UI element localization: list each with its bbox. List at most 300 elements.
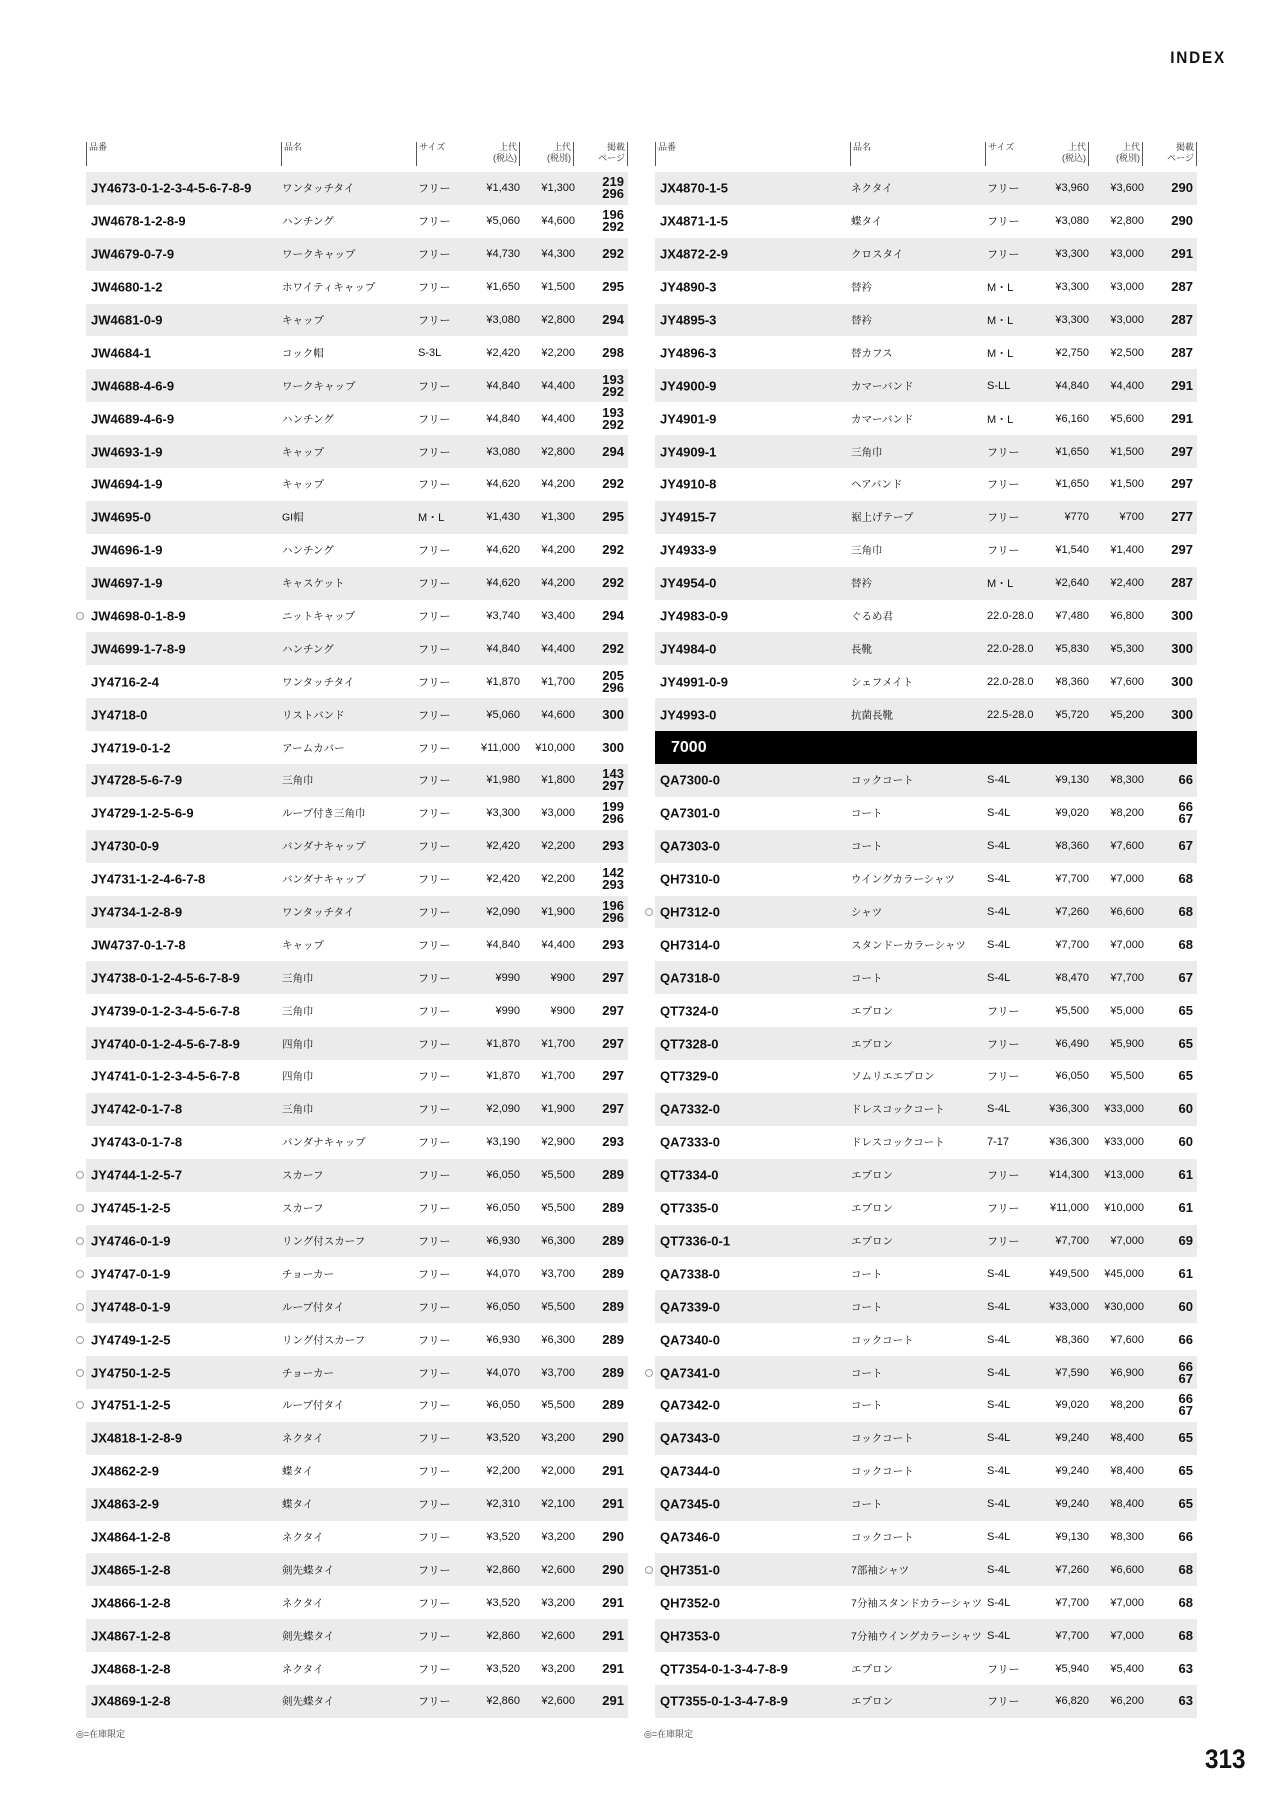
table-row: [86, 501, 628, 534]
price-excl-tax: ¥6,300: [541, 1333, 575, 1346]
price-incl-tax: ¥11,000: [481, 741, 520, 754]
price-excl-tax: ¥1,500: [541, 281, 575, 294]
product-name: 蝶タイ: [282, 1465, 314, 1478]
price-incl-tax: ¥3,960: [1055, 182, 1089, 195]
table-row: [655, 797, 1197, 830]
product-size: S-4L: [987, 873, 1011, 886]
product-size: フリー: [418, 183, 451, 196]
catalog-page: 68: [1178, 1594, 1193, 1610]
table-row: [655, 1619, 1197, 1652]
catalog-page: 289: [602, 1200, 624, 1216]
product-size: S-4L: [987, 971, 1011, 984]
catalog-page: 291: [602, 1693, 624, 1709]
product-code: JY4910-8: [660, 476, 717, 492]
product-name: チョーカー: [282, 1268, 334, 1281]
index-table-right: [655, 142, 1197, 1718]
price-excl-tax: ¥700: [1119, 511, 1144, 524]
product-size: フリー: [418, 1038, 451, 1051]
price-incl-tax: ¥6,050: [486, 1399, 520, 1412]
header-page: 掲載 ページ: [1167, 142, 1197, 166]
product-size: フリー: [418, 808, 451, 821]
table-row: [655, 402, 1197, 435]
catalog-page: 65: [1178, 1430, 1193, 1446]
product-code: QA7332-0: [660, 1101, 720, 1117]
product-code: JY4890-3: [660, 279, 717, 295]
product-name: ドレスコックコート: [851, 1103, 945, 1116]
price-excl-tax: ¥3,000: [1110, 314, 1144, 326]
product-size: フリー: [418, 939, 451, 952]
price-incl-tax: ¥1,870: [486, 1070, 520, 1083]
catalog-page: 297: [1171, 443, 1193, 459]
price-excl-tax: ¥2,000: [541, 1465, 575, 1478]
price-incl-tax: ¥7,260: [1055, 906, 1089, 919]
price-incl-tax: ¥6,930: [486, 1234, 520, 1247]
product-code: JY4748-0-1-9: [91, 1299, 171, 1315]
product-code: JW4696-1-9: [91, 542, 163, 558]
catalog-page: 67: [1178, 838, 1193, 854]
table-row: [655, 1389, 1197, 1422]
product-size: フリー: [418, 380, 451, 393]
product-size: S-4L: [987, 1399, 1011, 1412]
product-code: JX4863-2-9: [91, 1496, 159, 1512]
product-name: 蝶タイ: [851, 215, 883, 228]
product-name: 替衿: [851, 281, 872, 294]
price-excl-tax: ¥7,700: [1110, 971, 1144, 984]
price-excl-tax: ¥5,000: [1110, 1004, 1144, 1017]
product-size: フリー: [418, 249, 451, 262]
price-incl-tax: ¥2,420: [486, 840, 520, 853]
price-incl-tax: ¥4,730: [486, 248, 520, 261]
catalog-page: 291: [602, 1660, 624, 1676]
product-size: S-4L: [987, 774, 1011, 787]
product-code: QA7344-0: [660, 1463, 720, 1479]
catalog-page: 289: [602, 1364, 624, 1380]
product-size: フリー: [418, 841, 451, 854]
product-code: JX4862-2-9: [91, 1463, 159, 1479]
price-excl-tax: ¥4,300: [541, 248, 575, 261]
table-row: [655, 205, 1197, 238]
price-incl-tax: ¥2,860: [486, 1629, 520, 1642]
catalog-page: 69: [1178, 1232, 1193, 1248]
product-code: QT7328-0: [660, 1036, 719, 1052]
product-size: フリー: [987, 446, 1020, 459]
price-excl-tax: ¥7,000: [1110, 1629, 1144, 1642]
product-code: QH7312-0: [660, 904, 720, 920]
product-code: JX4872-2-9: [660, 246, 728, 262]
table-row: [86, 994, 628, 1027]
product-size: S-4L: [987, 807, 1011, 820]
price-incl-tax: ¥4,840: [486, 412, 520, 425]
catalog-page: 291: [1171, 410, 1193, 426]
catalog-page: 297: [602, 1068, 624, 1084]
index-title: INDEX: [1170, 48, 1226, 67]
product-size: フリー: [418, 413, 451, 426]
price-excl-tax: ¥30,000: [1104, 1300, 1144, 1313]
catalog-page: 66 67: [1178, 1391, 1193, 1419]
price-excl-tax: ¥1,300: [541, 182, 575, 195]
header-name: 品名: [281, 142, 302, 166]
limited-stock-icon: [76, 1171, 84, 1179]
table-row: [655, 172, 1197, 205]
catalog-page: 287: [1171, 312, 1193, 327]
product-size: フリー: [987, 1170, 1020, 1183]
catalog-page: 290: [602, 1430, 624, 1446]
product-code: QA7346-0: [660, 1529, 720, 1545]
catalog-page: 287: [1171, 344, 1193, 360]
table-row: [86, 1652, 628, 1685]
table-row: [655, 698, 1197, 731]
table-row: [655, 336, 1197, 369]
product-name: 替カフス: [851, 347, 893, 360]
limited-stock-icon: [76, 1204, 84, 1212]
price-excl-tax: ¥1,500: [1110, 445, 1144, 458]
section-header: [655, 731, 1197, 764]
price-incl-tax: ¥3,300: [486, 807, 520, 820]
catalog-page: 300: [1171, 608, 1193, 624]
price-incl-tax: ¥4,840: [1055, 379, 1089, 392]
table-row: [655, 1257, 1197, 1290]
product-name: クロスタイ: [851, 248, 904, 261]
product-code: QA7300-0: [660, 772, 720, 788]
product-size: フリー: [418, 1170, 451, 1183]
product-size: フリー: [418, 1400, 451, 1413]
table-row: [655, 1455, 1197, 1488]
product-code: QH7351-0: [660, 1562, 720, 1578]
catalog-page: 297: [1171, 476, 1193, 492]
price-excl-tax: ¥2,100: [541, 1498, 575, 1511]
product-code: QA7318-0: [660, 970, 720, 986]
product-name: 剣先蝶タイ: [282, 1564, 335, 1577]
price-incl-tax: ¥3,300: [1055, 281, 1089, 294]
table-row: [86, 1586, 628, 1619]
product-code: JX4867-1-2-8: [91, 1628, 171, 1644]
product-name: コート: [851, 840, 883, 853]
product-name: ネクタイ: [282, 1663, 324, 1676]
table-row: [655, 1422, 1197, 1455]
product-name: ウイングカラーシャツ: [851, 873, 956, 886]
product-size: フリー: [418, 1104, 451, 1117]
product-size: S-4L: [987, 1596, 1011, 1609]
product-size: フリー: [987, 1235, 1020, 1248]
price-excl-tax: ¥4,400: [541, 379, 575, 392]
catalog-page: 66: [1178, 1528, 1193, 1544]
price-incl-tax: ¥9,020: [1055, 807, 1089, 820]
header-page: 掲載 ページ: [598, 142, 628, 166]
product-name: エプロン: [851, 1235, 893, 1248]
price-incl-tax: ¥4,620: [486, 544, 520, 557]
product-code: JW4737-0-1-7-8: [91, 937, 186, 953]
product-size: フリー: [987, 249, 1020, 262]
catalog-page: 287: [1171, 575, 1193, 591]
product-name: ネクタイ: [282, 1531, 324, 1544]
catalog-page: 68: [1178, 936, 1193, 952]
price-incl-tax: ¥14,300: [1049, 1169, 1089, 1182]
product-code: QT7355-0-1-3-4-7-8-9: [660, 1693, 788, 1709]
price-incl-tax: ¥4,840: [486, 379, 520, 392]
table-row: [655, 1652, 1197, 1685]
product-name: コックコート: [851, 1465, 914, 1478]
product-name: ぐるめ君: [851, 610, 893, 623]
product-size: フリー: [418, 1301, 451, 1314]
price-incl-tax: ¥4,840: [486, 642, 520, 655]
limited-stock-icon: [76, 1303, 84, 1311]
price-incl-tax: ¥3,080: [486, 445, 520, 458]
product-name: バンダナキャップ: [282, 1136, 366, 1149]
price-excl-tax: ¥7,600: [1110, 840, 1144, 853]
product-name: コート: [851, 1268, 883, 1281]
catalog-page: 193 292: [602, 404, 624, 432]
price-incl-tax: ¥3,740: [486, 610, 520, 623]
catalog-page: 61: [1178, 1265, 1193, 1281]
price-incl-tax: ¥3,300: [1055, 314, 1089, 326]
product-name: ニットキャップ: [282, 610, 356, 623]
price-excl-tax: ¥7,000: [1110, 1596, 1144, 1609]
price-excl-tax: ¥7,600: [1110, 675, 1144, 688]
catalog-page: 142 293: [602, 865, 624, 893]
price-excl-tax: ¥2,800: [1110, 215, 1144, 228]
price-incl-tax: ¥6,160: [1055, 412, 1089, 425]
catalog-page: 291: [602, 1627, 624, 1643]
price-excl-tax: ¥1,900: [541, 906, 575, 919]
catalog-page: 66 67: [1178, 799, 1193, 827]
product-code: QT7334-0: [660, 1167, 719, 1183]
product-size: フリー: [418, 1663, 451, 1676]
price-incl-tax: ¥6,820: [1055, 1695, 1089, 1708]
product-name: コックコート: [851, 1334, 914, 1347]
catalog-page: 289: [602, 1265, 624, 1281]
product-name: リング付スカーフ: [282, 1235, 366, 1248]
product-size: S-4L: [987, 1530, 1011, 1543]
price-excl-tax: ¥6,600: [1110, 906, 1144, 919]
product-size: S-LL: [987, 379, 1011, 392]
price-incl-tax: ¥5,720: [1055, 708, 1089, 721]
product-size: フリー: [418, 578, 451, 591]
product-code: JW4693-1-9: [91, 444, 163, 460]
product-size: フリー: [418, 1531, 451, 1544]
catalog-page: 290: [602, 1561, 624, 1577]
product-name: 替衿: [851, 577, 872, 590]
product-code: JY4730-0-9: [91, 838, 159, 854]
price-excl-tax: ¥3,400: [541, 610, 575, 623]
product-size: S-4L: [987, 1300, 1011, 1313]
product-code: QA7340-0: [660, 1332, 720, 1348]
catalog-page: 67: [1178, 969, 1193, 985]
product-code: JY4896-3: [660, 345, 717, 361]
table-row: [655, 1553, 1197, 1586]
table-row: [86, 1257, 628, 1290]
limited-stock-icon: [76, 612, 84, 620]
price-incl-tax: ¥7,700: [1055, 1596, 1089, 1609]
table-row: [86, 1619, 628, 1652]
product-size: フリー: [418, 611, 451, 624]
catalog-page: 292: [602, 640, 624, 656]
catalog-page: 61: [1178, 1200, 1193, 1216]
price-excl-tax: ¥45,000: [1104, 1267, 1144, 1280]
table-row: [86, 1060, 628, 1093]
price-excl-tax: ¥2,500: [1110, 346, 1144, 359]
product-size: フリー: [418, 972, 451, 985]
catalog-page: 293: [602, 838, 624, 854]
product-size: フリー: [418, 907, 451, 920]
product-code: QT7324-0: [660, 1003, 719, 1019]
product-size: M・L: [987, 413, 1014, 426]
product-name: キャップ: [282, 478, 324, 491]
catalog-page: 297: [602, 1002, 624, 1018]
price-incl-tax: ¥7,260: [1055, 1563, 1089, 1576]
table-row: [655, 238, 1197, 271]
price-excl-tax: ¥7,600: [1110, 1333, 1144, 1346]
table-row: [86, 1159, 628, 1192]
price-excl-tax: ¥8,400: [1110, 1498, 1144, 1511]
table-row: [86, 830, 628, 863]
price-incl-tax: ¥8,360: [1055, 675, 1089, 688]
catalog-page: 290: [1171, 180, 1193, 196]
table-row: [86, 665, 628, 698]
price-excl-tax: ¥2,400: [1110, 577, 1144, 590]
price-incl-tax: ¥2,640: [1055, 577, 1089, 590]
table-row: [86, 1356, 628, 1389]
price-incl-tax: ¥7,590: [1055, 1366, 1089, 1379]
product-name: 三角巾: [851, 544, 883, 557]
price-incl-tax: ¥5,830: [1055, 642, 1089, 655]
table-row: [86, 600, 628, 633]
limited-stock-icon: [645, 1566, 653, 1574]
catalog-page: 289: [602, 1298, 624, 1314]
price-incl-tax: ¥6,050: [486, 1300, 520, 1313]
price-incl-tax: ¥3,520: [486, 1530, 520, 1543]
product-name: 7分袖スタンドカラーシャツ: [851, 1597, 983, 1610]
header-price-excl: 上代 (税別): [547, 142, 574, 166]
catalog-page: 290: [602, 1528, 624, 1544]
table-row: [86, 369, 628, 402]
product-code: JY4729-1-2-5-6-9: [91, 805, 194, 821]
catalog-page: 297: [602, 1101, 624, 1117]
price-excl-tax: ¥1,800: [541, 774, 575, 787]
product-name: コート: [851, 1367, 883, 1379]
table-row: [86, 1553, 628, 1586]
product-code: QA7345-0: [660, 1496, 720, 1512]
table-row: [86, 698, 628, 731]
product-size: フリー: [987, 1038, 1020, 1051]
limited-stock-icon: [76, 1401, 84, 1409]
table-row: [655, 1225, 1197, 1258]
product-code: JY4915-7: [660, 509, 717, 525]
price-excl-tax: ¥4,600: [541, 708, 575, 721]
catalog-page: 291: [602, 1463, 624, 1479]
price-excl-tax: ¥3,000: [1110, 248, 1144, 261]
catalog-page: 193 292: [602, 371, 624, 399]
price-incl-tax: ¥8,470: [1055, 971, 1089, 984]
price-excl-tax: ¥1,700: [541, 1070, 575, 1083]
product-name: 裾上げテープ: [851, 511, 914, 524]
price-excl-tax: ¥3,600: [1110, 182, 1144, 195]
price-excl-tax: ¥3,000: [541, 807, 575, 820]
price-incl-tax: ¥3,080: [1055, 215, 1089, 228]
product-name: 四角巾: [282, 1070, 314, 1083]
product-name: ドレスコックコート: [851, 1136, 945, 1149]
table-row: [86, 336, 628, 369]
product-name: ヘアバンド: [851, 478, 903, 491]
table-row: [655, 961, 1197, 994]
product-name: スカーフ: [282, 1202, 324, 1215]
product-name: 三角巾: [282, 1005, 314, 1018]
table-row: [655, 632, 1197, 665]
product-code: JW4695-0: [91, 509, 151, 525]
catalog-page: 63: [1178, 1693, 1193, 1709]
table-row: [655, 304, 1197, 337]
price-excl-tax: ¥900: [550, 1004, 575, 1017]
catalog-page: 205 296: [602, 667, 624, 695]
table-row: [655, 271, 1197, 304]
catalog-page: 297: [1171, 542, 1193, 558]
product-size: フリー: [987, 1203, 1020, 1216]
price-incl-tax: ¥2,860: [486, 1563, 520, 1576]
rows: [655, 172, 1197, 1718]
product-size: M・L: [418, 512, 445, 525]
table-row: [655, 1521, 1197, 1554]
price-excl-tax: ¥1,700: [541, 675, 575, 688]
limited-stock-icon: [645, 1369, 653, 1377]
catalog-page: 292: [602, 542, 624, 558]
catalog-page: 68: [1178, 871, 1193, 887]
product-name: リストバンド: [282, 709, 345, 722]
price-excl-tax: ¥2,800: [541, 445, 575, 458]
price-excl-tax: ¥900: [550, 971, 575, 984]
table-row: [86, 1225, 628, 1258]
product-size: 7-17: [987, 1136, 1010, 1149]
price-incl-tax: ¥9,130: [1055, 1530, 1089, 1543]
price-incl-tax: ¥2,420: [486, 873, 520, 886]
price-incl-tax: ¥3,520: [486, 1662, 520, 1675]
price-excl-tax: ¥6,200: [1110, 1695, 1144, 1708]
price-incl-tax: ¥1,870: [486, 675, 520, 688]
table-row: [86, 238, 628, 271]
catalog-page: 61: [1178, 1167, 1193, 1183]
product-name: ワークキャップ: [282, 380, 356, 393]
table-row: [86, 1126, 628, 1159]
product-name: 7部袖シャツ: [851, 1564, 910, 1577]
product-code: QT7335-0: [660, 1200, 719, 1216]
product-code: JY4731-1-2-4-6-7-8: [91, 871, 206, 887]
price-incl-tax: ¥3,300: [1055, 248, 1089, 261]
product-name: バンダナキャップ: [282, 840, 366, 853]
product-code: JY4900-9: [660, 378, 717, 394]
product-code: JY4749-1-2-5: [91, 1332, 171, 1348]
product-code: JY4983-0-9: [660, 608, 728, 624]
catalog-page: 65: [1178, 1496, 1193, 1512]
product-code: JY4746-0-1-9: [91, 1233, 171, 1249]
price-incl-tax: ¥1,650: [1055, 445, 1089, 458]
product-name: エプロン: [851, 1038, 893, 1051]
price-incl-tax: ¥4,840: [486, 938, 520, 951]
catalog-page: 63: [1178, 1660, 1193, 1676]
product-code: JY4901-9: [660, 411, 717, 427]
table-row: [655, 1126, 1197, 1159]
product-size: フリー: [418, 1466, 451, 1479]
catalog-page: 298: [602, 344, 624, 360]
catalog-page: 65: [1178, 1068, 1193, 1084]
product-code: JY4739-0-1-2-3-4-5-6-7-8: [91, 1003, 240, 1019]
catalog-page: 65: [1178, 1463, 1193, 1479]
product-name: GI帽: [282, 511, 304, 524]
price-incl-tax: ¥4,620: [486, 577, 520, 590]
product-size: フリー: [987, 545, 1020, 558]
price-excl-tax: ¥4,400: [541, 938, 575, 951]
product-name: 四角巾: [282, 1038, 314, 1051]
product-name: ワンタッチタイ: [282, 676, 355, 689]
product-size: M・L: [987, 578, 1014, 591]
price-incl-tax: ¥1,430: [486, 182, 520, 195]
